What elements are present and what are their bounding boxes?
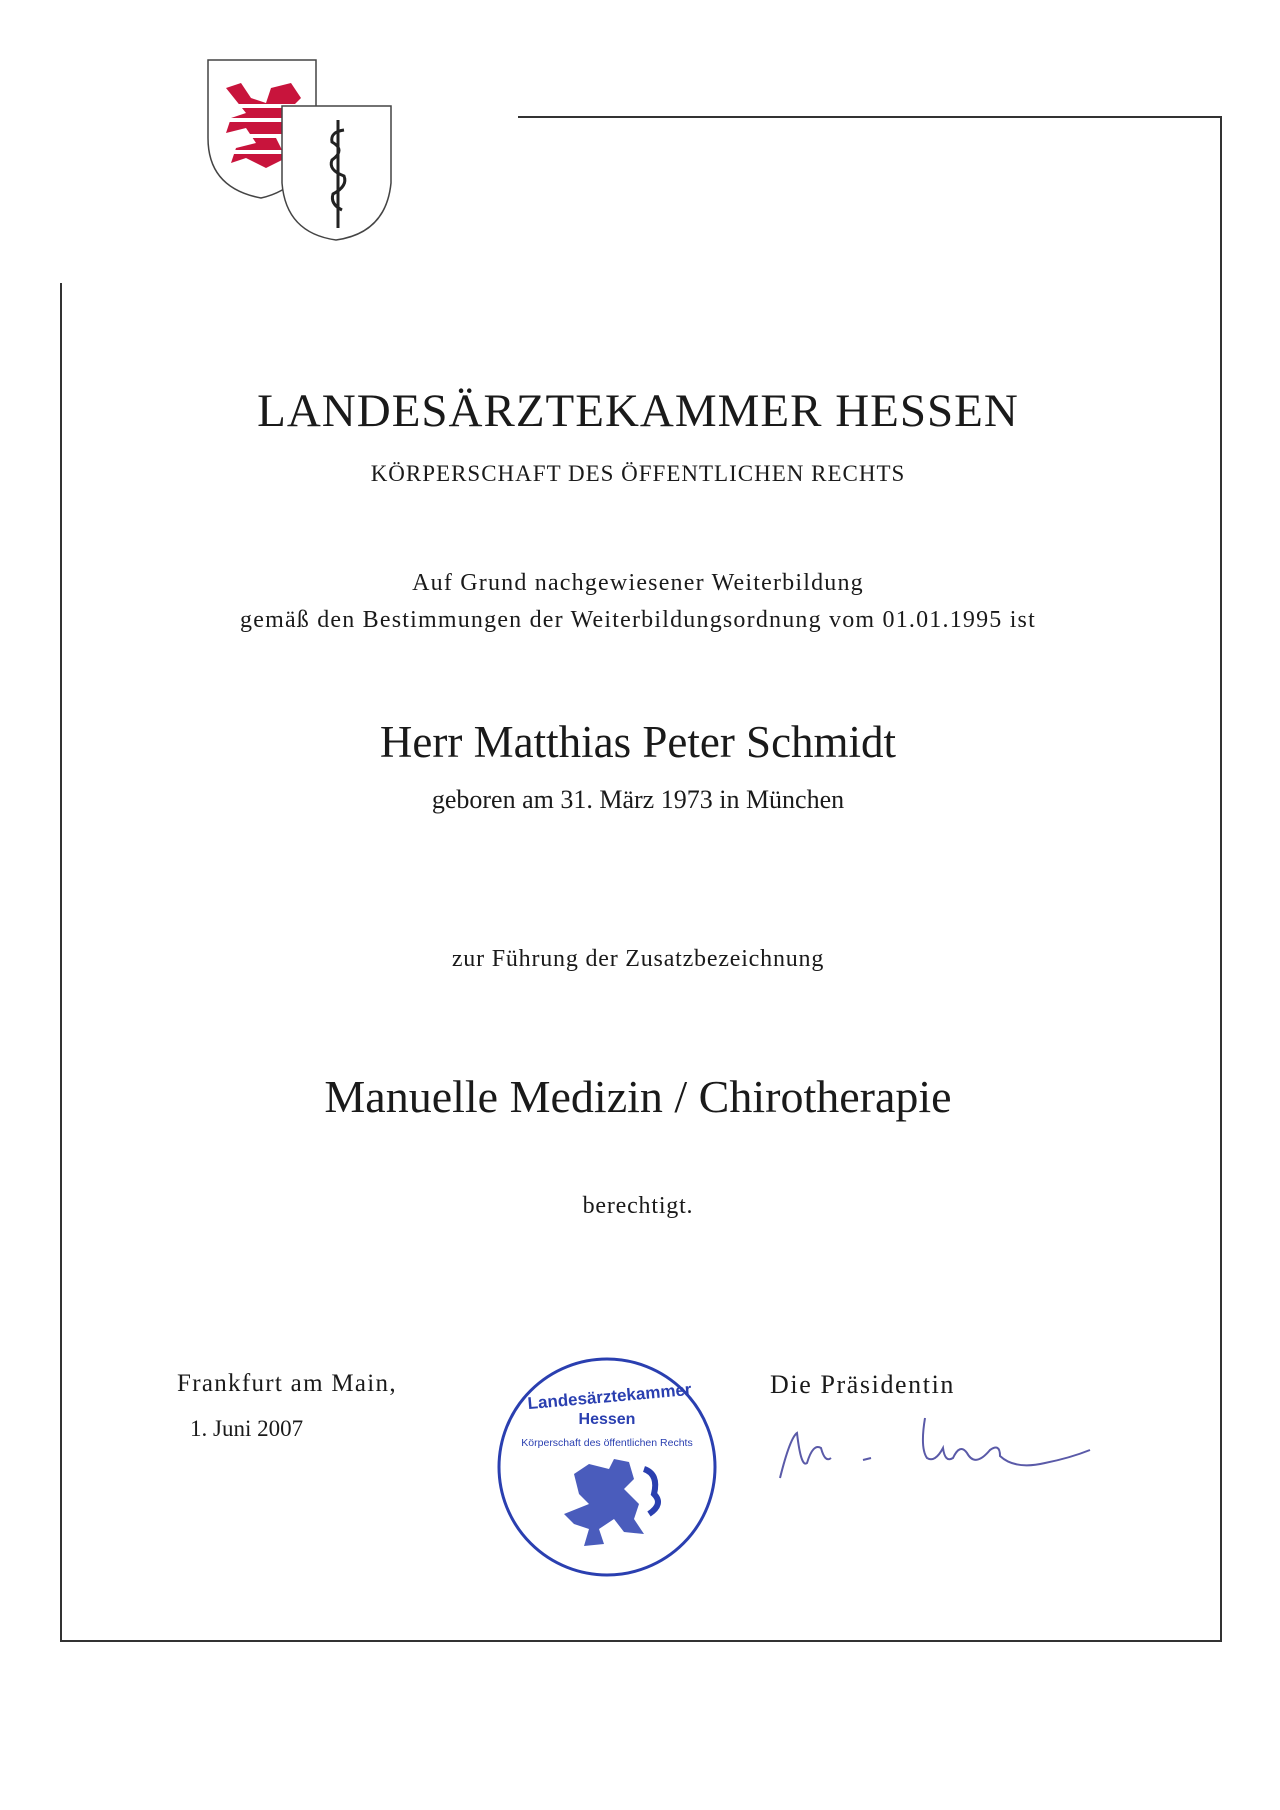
issue-place: Frankfurt am Main, xyxy=(177,1370,397,1397)
intro-line-1: Auf Grund nachgewiesener Weiterbildung xyxy=(412,570,864,596)
coat-of-arms-logo xyxy=(206,58,396,244)
frame-top-line xyxy=(518,116,1221,118)
recipient-name: Herr Matthias Peter Schmidt xyxy=(379,717,897,767)
designation: Manuelle Medizin / Chirotherapie xyxy=(324,1071,952,1122)
official-stamp xyxy=(494,1354,720,1580)
signature xyxy=(775,1408,1095,1488)
stamp-line-2: Hessen xyxy=(578,1411,636,1428)
frame-bottom-line xyxy=(60,1640,1222,1642)
rod-of-asclepius-shield-icon xyxy=(282,106,391,240)
frame-right-line xyxy=(1220,116,1222,1641)
issuer-subtitle: KÖRPERSCHAFT DES ÖFFENTLICHEN RECHTS xyxy=(370,461,906,486)
hessian-lion-icon xyxy=(564,1459,658,1546)
purpose-text: zur Führung der Zusatzbezeichnung xyxy=(451,946,825,972)
intro-line-2: gemäß den Bestimmungen der Weiterbildungsordnung vom 01.01.1995 ist xyxy=(240,607,1036,633)
stamp-line-3: Körperschaft des öffentlichen Rechts xyxy=(521,1437,693,1449)
issuer-title: LANDESÄRZTEKAMMER HESSEN xyxy=(257,385,1019,437)
stamp-line-1: Landesärztekammer xyxy=(526,1379,693,1414)
closing-text: berechtigt. xyxy=(582,1193,694,1219)
issue-date: 1. Juni 2007 xyxy=(190,1416,304,1441)
signatory-title: Die Präsidentin xyxy=(770,1370,956,1399)
recipient-birth: geboren am 31. März 1973 in München xyxy=(431,785,845,814)
